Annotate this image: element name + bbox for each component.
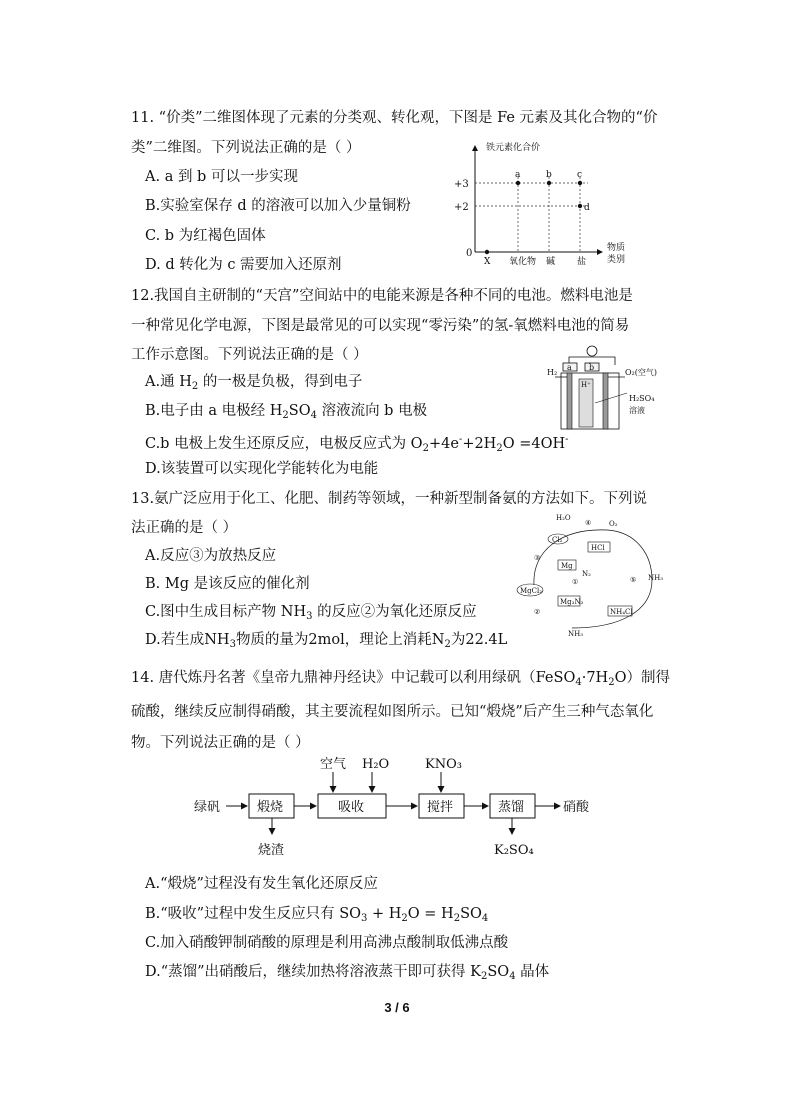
- q14-stem-line2: 硫酸，继续反应制得硝酸，其主要流程如图所示。已知“煅烧”后产生三种气态氧化: [131, 704, 654, 720]
- y-axis-label: 铁元素化合价: [486, 143, 541, 153]
- electrode-a: [567, 373, 572, 429]
- q13-option-a: A.反应③为放热反应: [145, 548, 277, 564]
- q14-stem-line1: 14. 唐代炼丹名著《皇帝九鼎神丹经诀》中记载可以利用绿矾$(FeSO_4\cdot 7H_2O)$制得: [131, 670, 670, 688]
- point-label-c: c: [577, 170, 583, 180]
- q12-stem-line2: 一种常见化学电源，下图是最常见的可以实现“零污染”的氢-氧燃料电池的简易: [131, 318, 630, 334]
- q11-stem-line1: 11. “价类”二维图体现了元素的分类观、转化观，下图是 Fe 元素及其化合物的“价: [131, 110, 658, 126]
- o2-label: O₂: [609, 520, 618, 528]
- svg-text:HCl: HCl: [591, 544, 605, 552]
- q13-option-b: B. Mg 是该反应的催化剂: [145, 576, 310, 592]
- q12-option-d: D.该装置可以实现化学能转化为电能: [145, 461, 379, 477]
- label-o2: O₂(空气): [625, 368, 658, 377]
- x-axis-label-1: 物质: [607, 243, 626, 253]
- output-nitric-acid: 硝酸: [563, 800, 590, 815]
- point-label-b: b: [546, 170, 552, 180]
- svg-text:Cl₂: Cl₂: [552, 536, 563, 544]
- input-water: H₂O: [362, 757, 390, 772]
- q11-option-a: A. a 到 b 可以一步实现: [145, 169, 298, 185]
- q13-stem-line1: 13.氨广泛应用于化工、化肥、制药等领域，一种新型制备氨的方法如下。下列说: [131, 491, 648, 507]
- label-h2: H₂: [547, 368, 558, 377]
- reaction-4: ④: [585, 519, 592, 527]
- bulb-icon: [587, 346, 597, 356]
- reaction-1: ①: [572, 578, 579, 586]
- svg-text:Mg₃N₂: Mg₃N₂: [560, 598, 584, 606]
- y-tick-label: +3: [454, 179, 469, 190]
- label-b: b: [589, 363, 595, 372]
- svg-text:MgCl₂: MgCl₂: [520, 587, 543, 595]
- svg-text:煅烧: 煅烧: [257, 800, 284, 815]
- n2-label: N₂: [582, 570, 591, 578]
- data-point: [485, 250, 489, 254]
- ammonia-cycle-diagram: [512, 510, 672, 642]
- q14-option-b: B.“吸收”过程中发生反应只有 $SO_3 + H_2O = H_2SO_4$: [145, 906, 489, 924]
- data-point-d: [578, 204, 582, 208]
- input-kno3: KNO₃: [425, 757, 462, 772]
- page-number: 3 / 6: [384, 1000, 410, 1015]
- svg-text:NH₄Cl: NH₄Cl: [610, 608, 633, 616]
- svg-text:蒸馏: 蒸馏: [498, 800, 525, 815]
- label-hplus: H⁺: [581, 381, 591, 389]
- data-point-a: [516, 181, 520, 185]
- q12-option-b: B.电子由 a 电极经 $H_2SO_4$ 溶液流向 b 电极: [145, 403, 428, 421]
- q14-option-d: D.“蒸馏”出硝酸后，继续加热将溶液蒸干即可获得 $K_2SO_4$ 晶体: [145, 964, 550, 982]
- q11-option-d: D. d 转化为 c 需要加入还原剂: [145, 257, 342, 273]
- data-point-c: [578, 181, 582, 185]
- q13-option-c: C.图中生成目标产物 $NH_3$ 的反应②为氧化还原反应: [145, 604, 477, 622]
- data-point-b: [547, 181, 551, 185]
- h2o-label: H₂O: [556, 514, 571, 522]
- y-tick-label: 0: [466, 248, 473, 259]
- label-acid: H₂SO₄: [629, 394, 655, 403]
- q11-option-c: C. b 为红褐色固体: [145, 228, 266, 244]
- svg-text:吸收: 吸收: [338, 800, 365, 815]
- x-axis-label-2: 类别: [607, 255, 626, 265]
- svg-text:Mg: Mg: [561, 562, 573, 570]
- q11-stem-line2: 类”二维图。下列说法正确的是（ ）: [131, 140, 361, 156]
- nh3-label-right: NH₃: [648, 574, 664, 582]
- q12-stem-line3: 工作示意图。下列说法正确的是（ ）: [131, 347, 368, 363]
- nh3-label-bottom: NH₃: [568, 630, 584, 638]
- q12-option-a: A.通 $H_2$ 的一极是负极，得到电子: [145, 374, 363, 392]
- reaction-3: ③: [534, 554, 541, 562]
- q14-stem-line3: 物。下列说法正确的是（ ）: [131, 735, 310, 751]
- input-green-vitriol: 绿矾: [194, 800, 221, 815]
- q12-option-c: C.b 电极上发生还原反应，电极反应式为 $O_2+4e^-+2H_2O =4OH^-$: [145, 434, 569, 454]
- label-solution: 溶液: [629, 406, 645, 415]
- x-tick-label: 盐: [577, 257, 587, 267]
- point-label-a: a: [515, 170, 521, 180]
- reaction-5: ⑤: [630, 576, 637, 584]
- x-tick-label: X: [484, 257, 491, 267]
- y-tick-label: +2: [454, 202, 469, 213]
- fe-valence-chart: [452, 140, 642, 268]
- q14-option-a: A.“煅烧”过程没有发生氧化还原反应: [145, 876, 378, 892]
- q12-stem-line1: 12.我国自主研制的“天宫”空间站中的电能来源是各种不同的电池。燃料电池是: [131, 288, 633, 304]
- q13-option-d: D.若生成$NH_3$物质的量为2mol，理论上消耗$N_2$为22.4L: [145, 632, 508, 650]
- q13-stem-line2: 法正确的是（ ）: [131, 520, 238, 536]
- label-a: a: [567, 363, 572, 372]
- output-residue: 烧渣: [258, 843, 285, 858]
- input-air: 空气: [320, 757, 347, 772]
- reaction-2: ②: [534, 608, 541, 616]
- output-k2so4: K₂SO₄: [494, 843, 534, 858]
- electrode-b: [603, 373, 608, 429]
- q11-option-b: B.实验室保存 d 的溶液可以加入少量铜粉: [145, 198, 411, 214]
- nitric-acid-flowchart: [190, 752, 610, 862]
- point-label-d: d: [584, 203, 590, 213]
- q14-option-c: C.加入硝酸钾制硝酸的原理是利用高沸点酸制取低沸点酸: [145, 935, 509, 951]
- x-tick-label: 氧化物: [509, 257, 537, 267]
- x-tick-label: 碱: [546, 257, 556, 267]
- svg-text:搅拌: 搅拌: [427, 800, 454, 815]
- fuel-cell-diagram: [545, 343, 685, 435]
